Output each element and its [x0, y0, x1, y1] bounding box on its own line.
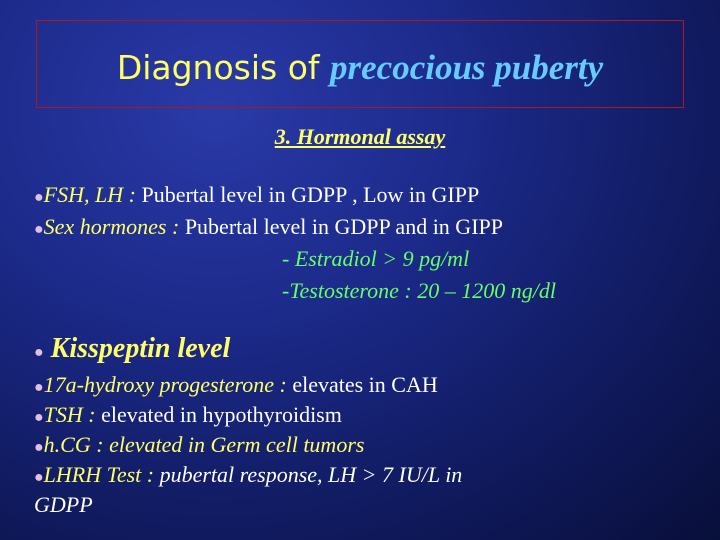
bullet-icon: ● — [34, 221, 44, 238]
sex-hormones-line — [34, 212, 503, 245]
fsh-lh-key: FSH, LH : — [43, 182, 142, 207]
slide-title — [0, 45, 720, 91]
hcg-text: elevated in Germ cell tumors — [109, 432, 365, 457]
hcg-key: h.CG : — [43, 432, 110, 457]
section-subtitle: 3. Hormonal assay — [274, 124, 446, 149]
sex-hormones-text: Pubertal level in GDPP and in GIPP — [184, 214, 503, 239]
title-plain: Diagnosis of — [116, 48, 331, 87]
testosterone-line: -Testosterone : 20 – 1200 ng/dl — [282, 278, 556, 303]
lhrh-text: pubertal response, LH > 7 IU/L in — [159, 462, 463, 487]
bullet-icon: ● — [34, 439, 44, 456]
17-ohp-key: 17a-hydroxy progesterone : — [43, 372, 293, 397]
bullet-icon: ● — [34, 379, 44, 396]
kisspeptin-line — [34, 334, 230, 368]
17-ohp-line — [34, 370, 438, 403]
tsh-key: TSH : — [43, 402, 102, 427]
tsh-line — [34, 400, 342, 433]
lhrh-key: LHRH Test : — [43, 462, 160, 487]
bullet-icon: ● — [34, 189, 44, 206]
bullet-icon: ● — [34, 344, 44, 361]
fsh-lh-text: Pubertal level in GDPP , Low in GIPP — [141, 182, 480, 207]
gdpp-line: GDPP — [34, 492, 93, 517]
estradiol-line: - Estradiol > 9 pg/ml — [282, 246, 470, 271]
sex-hormones-key: Sex hormones : — [43, 214, 185, 239]
17-ohp-text: elevates in CAH — [292, 372, 438, 397]
hcg-line — [34, 430, 364, 463]
kisspeptin-text: Kisspeptin level — [43, 333, 231, 364]
bullet-icon: ● — [34, 469, 44, 486]
tsh-text: elevated in hypothyroidism — [101, 402, 342, 427]
title-emphasis: precocious puberty — [330, 48, 604, 87]
lhrh-line — [34, 460, 462, 493]
fsh-lh-line — [34, 180, 479, 213]
bullet-icon: ● — [34, 409, 44, 426]
